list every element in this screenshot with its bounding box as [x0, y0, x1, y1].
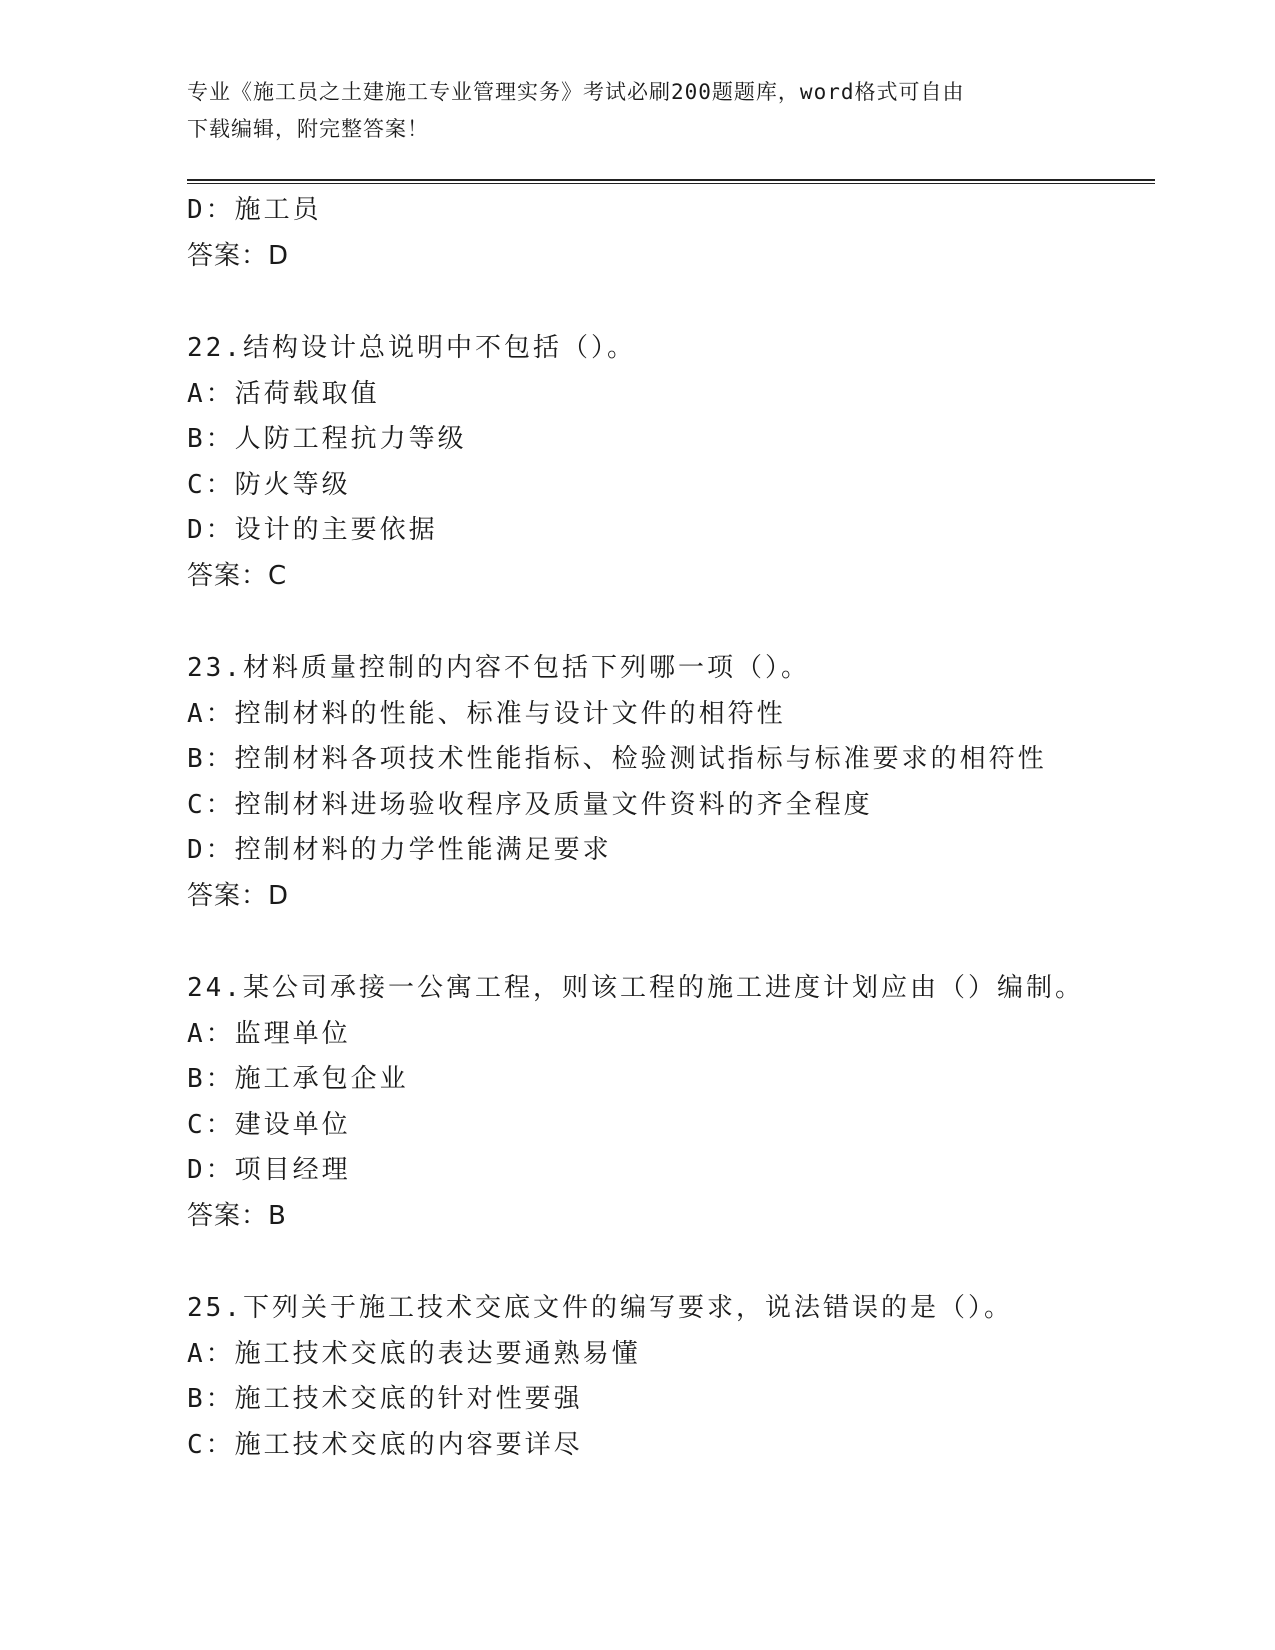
option-d: D：控制材料的力学性能满足要求	[187, 835, 612, 865]
option-c: C：防火等级	[187, 469, 351, 500]
question-22	[187, 326, 1155, 599]
answer-line: 答案：D	[187, 880, 290, 911]
answer-line: 答案：C	[187, 560, 288, 591]
option-a: A：施工技术交底的表达要通熟易懂	[187, 1338, 641, 1369]
option-a: A：控制材料的性能、标准与设计文件的相符性	[187, 698, 786, 729]
spacer	[187, 599, 1155, 646]
question-stem: 22.结构设计总说明中不包括（）。	[187, 333, 636, 363]
option-d: D：设计的主要依据	[187, 515, 438, 545]
option-b: B：施工承包企业	[187, 1064, 409, 1094]
option-a: A：监理单位	[187, 1018, 351, 1049]
question-21-tail	[187, 188, 1155, 279]
spacer	[187, 279, 1155, 326]
header-title-line-1: 专业《施工员之土建施工专业管理实务》考试必刷200题题库，word格式可自由	[187, 80, 965, 104]
question-25	[187, 1286, 1155, 1468]
header-divider	[187, 179, 1155, 184]
question-stem: 25.下列关于施工技术交底文件的编写要求，说法错误的是（）。	[187, 1293, 1013, 1323]
question-23	[187, 646, 1155, 919]
spacer	[187, 919, 1155, 966]
option-d: D：项目经理	[187, 1155, 351, 1185]
option-b: B：施工技术交底的针对性要强	[187, 1384, 583, 1414]
option-b: B：人防工程抗力等级	[187, 424, 467, 454]
option-b: B：控制材料各项技术性能指标、检验测试指标与标准要求的相符性	[187, 744, 1047, 774]
question-list	[187, 188, 1155, 1468]
spacer	[187, 1239, 1155, 1286]
page-header	[187, 74, 1087, 148]
question-stem: 24.某公司承接一公寓工程，则该工程的施工进度计划应由（）编制。	[187, 973, 1084, 1003]
option-c: C：控制材料进场验收程序及质量文件资料的齐全程度	[187, 789, 873, 820]
header-title-line-2: 下载编辑，附完整答案！	[187, 117, 429, 141]
option-d: D：施工员	[187, 195, 322, 225]
option-c: C：施工技术交底的内容要详尽	[187, 1429, 583, 1460]
option-c: C：建设单位	[187, 1109, 351, 1140]
option-a: A：活荷载取值	[187, 378, 380, 409]
answer-line: 答案：D	[187, 240, 290, 271]
question-stem: 23.材料质量控制的内容不包括下列哪一项（）。	[187, 653, 810, 683]
question-24	[187, 966, 1155, 1239]
answer-line: 答案：B	[187, 1200, 287, 1231]
